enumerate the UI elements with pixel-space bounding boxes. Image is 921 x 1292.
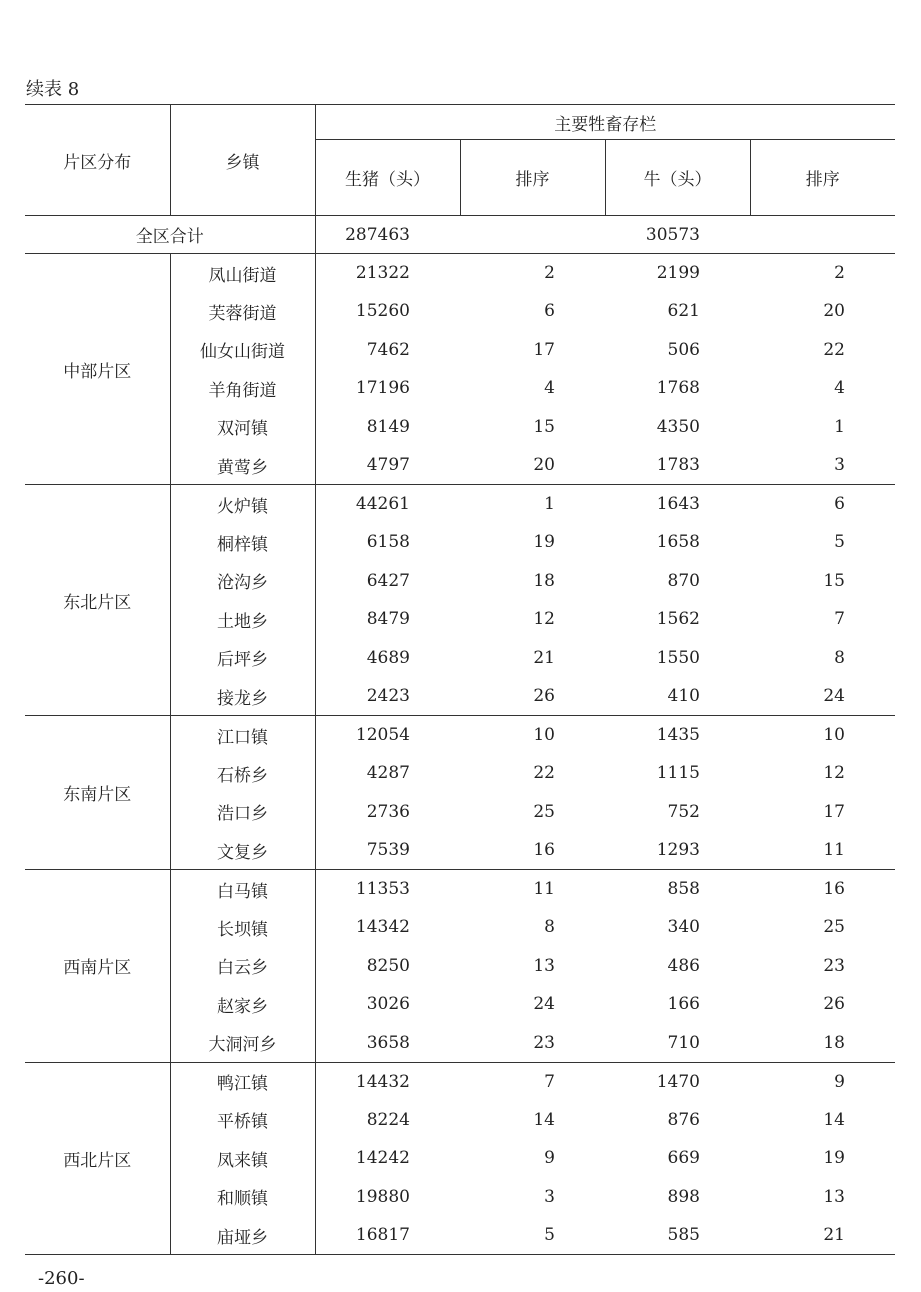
cattle-cell: 166 [667,994,700,1015]
cattle-cell: 1550 [656,647,700,668]
cattle-rank-cell: 7 [834,609,845,630]
cattle-cell: 585 [605,1216,750,1255]
pig-rank-cell: 22 [533,763,555,784]
table-caption: 续表 8 [26,79,80,100]
cattle-rank-cell: 4 [834,378,845,399]
pig-rank-cell: 8 [544,917,555,938]
pig-rank-cell: 6 [544,301,555,322]
town-cell: 沧沟乡 [170,562,315,601]
header-town: 乡镇 [170,105,315,216]
pig-cell: 12054 [315,716,460,755]
cattle-rank-cell: 8 [834,647,845,668]
cattle-rank-cell: 13 [823,1186,845,1207]
cattle-rank-cell: 2 [750,254,895,293]
cattle-cell: 876 [667,1109,700,1130]
town-cell: 芙蓉街道 [170,292,315,331]
pig-cell: 6158 [366,532,410,553]
pig-cell: 6427 [366,570,410,591]
pig-cell: 4287 [366,763,410,784]
region-cell: 西南片区 [25,870,170,1063]
cattle-cell: 858 [605,870,750,909]
cattle-cell: 1562 [656,609,700,630]
town-cell: 火炉镇 [170,485,315,524]
cattle-cell: 1783 [656,455,700,475]
cattle-cell: 506 [667,339,700,360]
pig-cell: 8250 [366,955,410,976]
pig-rank-cell: 5 [460,1216,605,1255]
table-row [25,485,895,524]
cattle-rank-cell: 19 [823,1148,845,1169]
pig-rank-cell: 12 [533,609,555,630]
pig-cell: 19880 [355,1186,410,1207]
pig-rank-cell: 1 [460,485,605,524]
pig-rank-cell: 16 [533,840,555,860]
pig-rank-cell: 2 [460,254,605,293]
town-cell: 和顺镇 [170,1178,315,1217]
header-cattle: 牛（头） [605,140,750,216]
pig-cell: 44261 [315,485,460,524]
pig-rank-cell: 7 [460,1062,605,1101]
table-row [25,1062,895,1101]
pig-cell: 14242 [355,1148,410,1169]
cattle-cell: 752 [667,801,700,822]
town-cell: 江口镇 [170,716,315,755]
town-cell: 大洞河乡 [170,1024,315,1063]
cattle-cell: 621 [667,301,700,322]
town-cell: 白马镇 [170,870,315,909]
pig-rank-cell: 14 [533,1109,555,1130]
town-cell: 长坝镇 [170,908,315,947]
pig-cell: 7462 [366,339,410,360]
town-cell: 文复乡 [170,831,315,870]
cattle-rank-cell: 1 [834,416,845,437]
header-cattle-rank: 排序 [750,140,895,216]
total-label: 全区合计 [25,216,315,254]
cattle-cell: 898 [667,1186,700,1207]
cattle-rank-cell: 16 [750,870,895,909]
pig-rank-cell: 10 [460,716,605,755]
cattle-cell: 340 [667,917,700,938]
pig-cell: 11353 [315,870,460,909]
cattle-rank-cell: 26 [823,994,845,1015]
page-number: -260- [38,1268,85,1289]
cattle-rank-cell: 15 [823,570,845,591]
pig-rank-cell: 15 [533,416,555,437]
town-cell: 浩口乡 [170,793,315,832]
region-cell: 东南片区 [25,716,170,870]
pig-rank-cell: 23 [533,1032,555,1053]
table-row [25,716,895,755]
pig-rank-cell: 9 [544,1148,555,1169]
town-cell: 平桥镇 [170,1101,315,1140]
cattle-cell: 2199 [605,254,750,293]
pig-cell: 2423 [366,686,410,706]
header-livestock-group: 主要牲畜存栏 [315,105,895,140]
pig-cell: 15260 [355,301,410,322]
pig-cell: 14432 [315,1062,460,1101]
cattle-cell: 1768 [656,378,700,399]
cattle-cell: 1643 [605,485,750,524]
livestock-table [25,104,895,1255]
town-cell: 仙女山街道 [170,331,315,370]
header-pig-rank: 排序 [460,140,605,216]
cattle-cell: 1435 [605,716,750,755]
cattle-cell: 870 [667,570,700,591]
pig-rank-cell: 11 [460,870,605,909]
cattle-rank-cell: 22 [823,339,845,360]
table-row [25,870,895,909]
town-cell: 羊角街道 [170,369,315,408]
cattle-cell: 669 [667,1148,700,1169]
table-row [25,254,895,293]
pig-cell: 17196 [355,378,410,399]
cattle-rank-cell: 17 [823,801,845,822]
town-cell: 凤来镇 [170,1139,315,1178]
pig-rank-cell: 20 [533,455,555,475]
pig-cell: 4797 [366,455,410,475]
pig-rank-cell: 19 [533,532,555,553]
town-cell: 双河镇 [170,408,315,447]
town-cell: 庙垭乡 [170,1216,315,1255]
total-pig: 287463 [315,216,460,254]
town-cell: 桐梓镇 [170,523,315,562]
town-cell: 赵家乡 [170,985,315,1024]
pig-cell: 8479 [366,609,410,630]
cattle-rank-cell: 12 [823,763,845,784]
pig-rank-cell: 17 [533,339,555,360]
pig-cell: 16817 [315,1216,460,1255]
cattle-rank-cell: 25 [823,917,845,938]
pig-rank-cell: 21 [533,647,555,668]
cattle-rank-cell: 3 [834,455,845,475]
pig-cell: 21322 [315,254,460,293]
region-cell: 中部片区 [25,254,170,485]
cattle-rank-cell: 11 [823,840,845,860]
pig-rank-cell: 18 [533,570,555,591]
cattle-cell: 1470 [605,1062,750,1101]
town-cell: 凤山街道 [170,254,315,293]
cattle-rank-cell: 20 [823,301,845,322]
cattle-cell: 486 [667,955,700,976]
pig-rank-cell: 25 [533,801,555,822]
pig-cell: 8149 [366,416,410,437]
town-cell: 石桥乡 [170,754,315,793]
region-cell: 东北片区 [25,485,170,716]
pig-cell: 3026 [366,994,410,1015]
pig-rank-cell: 3 [544,1186,555,1207]
cattle-cell: 1658 [656,532,700,553]
pig-cell: 8224 [366,1109,410,1130]
cattle-rank-cell: 14 [823,1109,845,1130]
region-cell: 西北片区 [25,1062,170,1255]
town-cell: 黄莺乡 [170,446,315,485]
cattle-rank-cell: 23 [823,955,845,976]
town-cell: 鸭江镇 [170,1062,315,1101]
cattle-cell: 710 [667,1032,700,1053]
cattle-rank-cell: 6 [750,485,895,524]
pig-cell: 3658 [366,1032,410,1053]
pig-rank-cell: 4 [544,378,555,399]
town-cell: 后坪乡 [170,639,315,678]
cattle-cell: 1293 [656,840,700,860]
cattle-cell: 1115 [656,763,700,784]
cattle-rank-cell: 5 [834,532,845,553]
cattle-rank-cell: 9 [750,1062,895,1101]
pig-rank-cell: 26 [533,686,555,706]
total-cattle: 30573 [605,216,750,254]
cattle-rank-cell: 10 [750,716,895,755]
pig-rank-cell: 13 [533,955,555,976]
town-cell: 土地乡 [170,600,315,639]
town-cell: 白云乡 [170,947,315,986]
pig-cell: 2736 [366,801,410,822]
cattle-cell: 410 [667,686,700,706]
cattle-rank-cell: 18 [823,1032,845,1053]
header-pig: 生猪（头） [315,140,460,216]
town-cell: 接龙乡 [170,677,315,716]
cattle-rank-cell: 21 [750,1216,895,1255]
header-region: 片区分布 [25,105,170,216]
cattle-cell: 4350 [656,416,700,437]
pig-rank-cell: 24 [533,994,555,1015]
pig-cell: 4689 [366,647,410,668]
cattle-rank-cell: 24 [823,686,845,706]
pig-cell: 7539 [366,840,410,860]
pig-cell: 14342 [355,917,410,938]
